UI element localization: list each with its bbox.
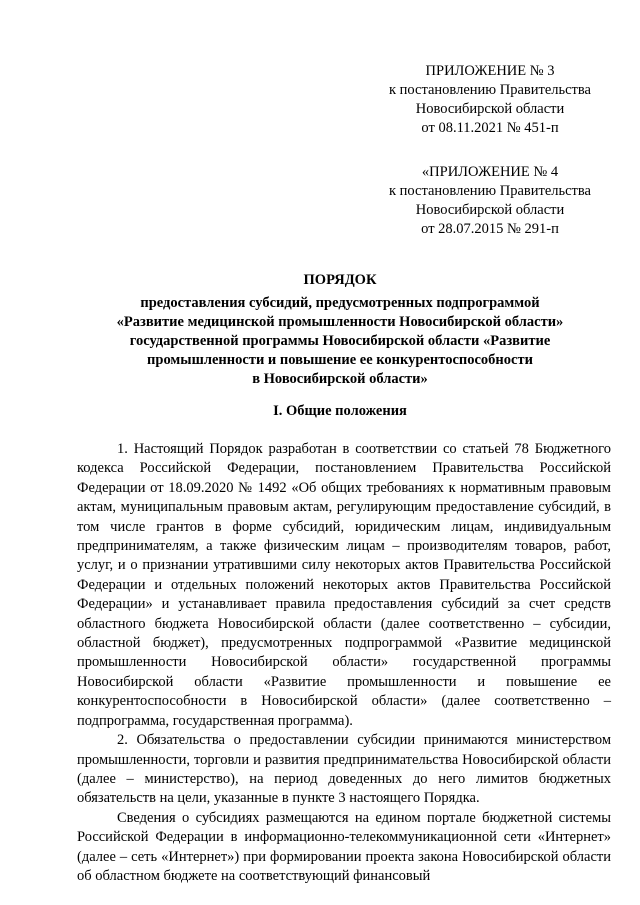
title-line-1: предоставления субсидий, предусмотренных подпрограммой bbox=[140, 295, 540, 311]
paragraph-2: 2. Обязательства о предоставлении субсидии принимаются министерством промышленности, торговли и развития предпринимательства Новосибирской области (далее – министерство), на период доведенных до него лимитов бюджетных обязательств на цели, указанные в пункте 3 настоящего Порядка. bbox=[77, 732, 611, 807]
annex-3-reference: к постановлению Правительства bbox=[389, 82, 591, 98]
title-line-5: в Новосибирской области» bbox=[252, 371, 428, 387]
section-heading: I. Общие положения bbox=[273, 403, 407, 419]
title-line-2: «Развитие медицинской промышленности Новосибирской области» bbox=[116, 314, 564, 330]
title-line-4: промышленности и повышение ее конкурентоспособности bbox=[147, 352, 533, 368]
annex-4-region: Новосибирской области bbox=[415, 202, 565, 218]
body-text bbox=[77, 440, 611, 886]
title-line-3: государственной программы Новосибирской области «Развитие bbox=[129, 333, 551, 349]
annex-3-header bbox=[370, 62, 610, 138]
document-title bbox=[60, 271, 620, 389]
title-main: ПОРЯДОК bbox=[303, 272, 377, 288]
paragraph-3: Сведения о субсидиях размещаются на едином портале бюджетной системы Российской Федерации в информационно-телекоммуникационной сети «Интернет» (далее – сеть «Интернет») при формировании проекта закона Новосибирской области об областном бюджете на соответствующий финансовый bbox=[77, 809, 611, 884]
annex-3-title: ПРИЛОЖЕНИЕ № 3 bbox=[425, 63, 555, 79]
annex-3-region: Новосибирской области bbox=[415, 101, 565, 117]
annex-4-header bbox=[370, 163, 610, 239]
annex-4-reference: к постановлению Правительства bbox=[389, 183, 591, 199]
annex-4-date: от 28.07.2015 № 291-п bbox=[421, 221, 559, 237]
annex-3-date: от 08.11.2021 № 451-п bbox=[421, 120, 559, 136]
paragraph-1: 1. Настоящий Порядок разработан в соответствии со статьей 78 Бюджетного кодекса Российской Федерации, постановлением Правительства Российской Федерации от 18.09.2020 № 1492 «Об общих требованиях к нормативным правовым актам, муниципальным правовым актам, регулирующим предоставление субсидий, в том числе грантов в форме субсидий, юридическим лицам, индивидуальным предпринимателям, а также физическим лицам – производителям товаров, работ, услуг, и о признании утратившими силу некоторых актов Правительства Российской Федерации и отдельных положений некоторых актов Правительства Российской Федерации» и устанавливает правила предоставления субсидий за счет средств областного бюджета Новосибирской области (далее соответственно – субсидии, областной бюджет), предусмотренных подпрограммой «Развитие медицинской промышленности Новосибирской области» государственной программы Новосибирской области «Развитие промышленности и повышение ее конкурентоспособности в Новосибирской области» (далее соответственно – подпрограмма, государственная программа). bbox=[77, 441, 611, 729]
annex-4-title: «ПРИЛОЖЕНИЕ № 4 bbox=[421, 164, 559, 180]
